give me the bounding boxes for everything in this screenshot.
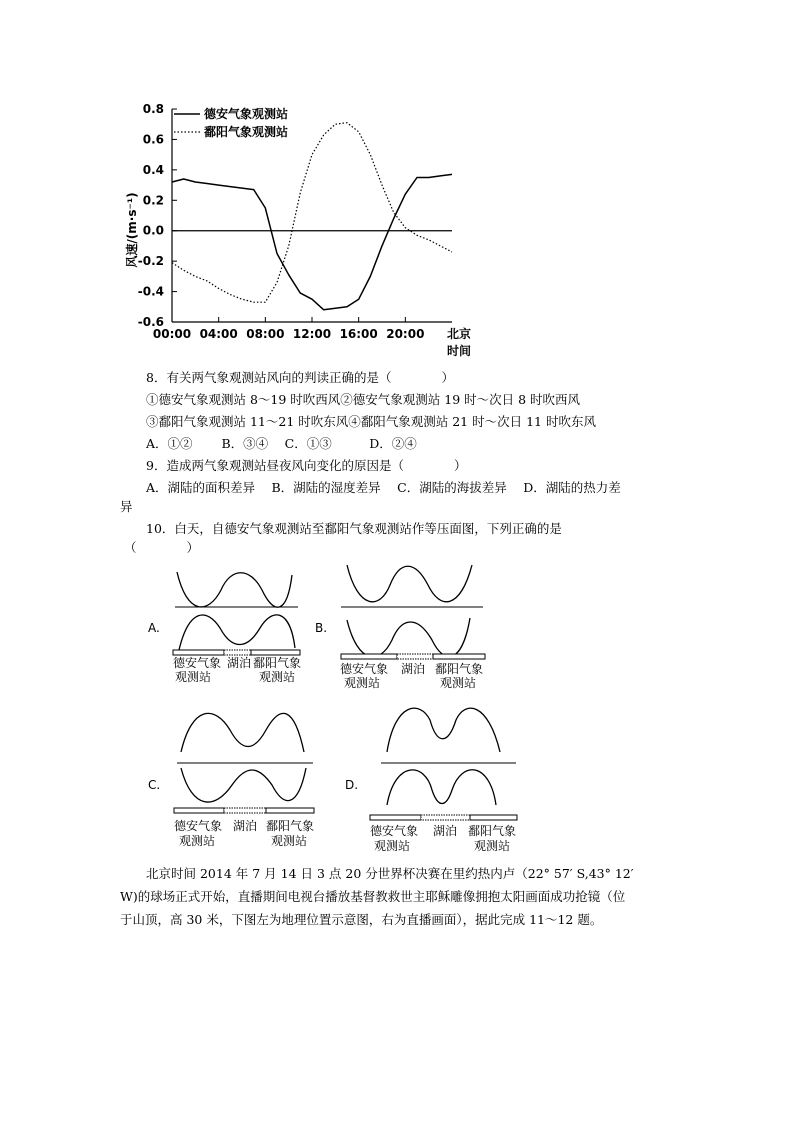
q8-stem: 8．有关两气象观测站风向的判读正确的是（ ）	[146, 370, 454, 385]
passage-line-3: 于山顶，高 30 米，下图左为地理位置示意图，右为直播画面），据此完成 11～12 题。	[120, 912, 603, 927]
chart-axes	[138, 102, 471, 358]
option-c-upper-curve	[181, 713, 304, 752]
option-a-label-dean-1: 德安气象	[173, 656, 222, 670]
option-b-letter: B.	[315, 621, 328, 635]
series-line-dean	[172, 174, 452, 309]
option-d-upper-curve	[387, 708, 500, 752]
q9-stem: 9．造成两气象观测站昼夜风向变化的原因是（ ）	[146, 458, 467, 473]
option-d-ground-left	[370, 815, 421, 820]
x-tick-label: 08:00	[246, 327, 285, 341]
option-d-label-dean-2: 观测站	[374, 839, 411, 853]
option-c-diagram	[174, 713, 314, 813]
option-b-upper-curve	[347, 565, 472, 602]
option-b-label-dean-1: 德安气象	[340, 662, 389, 676]
option-b-lake	[397, 654, 433, 659]
x-axis-end-label-1: 北京	[446, 327, 472, 341]
option-c-ground-right	[266, 808, 314, 813]
y-tick-label: 0.6	[142, 132, 164, 147]
q10-stem: 10．白天，自德安气象观测站至鄱阳气象观测站作等压面图，下列正确的是	[146, 521, 562, 536]
y-tick-label: 0.2	[142, 193, 164, 208]
option-d-label-poyang-2: 观测站	[474, 839, 511, 853]
option-c-label-dean-2: 观测站	[179, 834, 216, 848]
q9-choices-wrap: 异	[120, 499, 133, 514]
q8-choices: A．①② B．③④ C．①③ D．②④	[146, 436, 417, 451]
option-d-lake	[421, 815, 470, 820]
option-c-lower-curve	[181, 768, 306, 802]
option-b-label-lake: 湖泊	[401, 662, 426, 676]
option-c-lake	[224, 808, 266, 813]
y-axis-label: 风速/(m·s⁻¹)	[125, 192, 139, 268]
option-c-label-lake: 湖泊	[233, 819, 258, 833]
option-b-label-poyang-2: 观测站	[440, 676, 477, 690]
option-a-lower-curve	[179, 615, 295, 650]
option-c-label-poyang-2: 观测站	[271, 834, 308, 848]
y-tick-label: 0.8	[142, 102, 164, 116]
option-b-ground-right	[433, 654, 485, 659]
series-line-poyang	[172, 123, 452, 303]
legend-label-dean: 德安气象观测站	[204, 107, 289, 121]
option-a-label-lake: 湖泊	[227, 656, 252, 670]
option-b-label-dean-2: 观测站	[344, 676, 381, 690]
option-c-label-poyang-1: 鄱阳气象	[266, 819, 315, 833]
option-c-letter: C.	[148, 778, 161, 792]
chart-legend	[174, 106, 288, 139]
option-b-ground-left	[341, 654, 397, 659]
q10-answer-paren: （ ）	[124, 540, 200, 555]
y-tick-label: -0.6	[137, 315, 164, 329]
option-a-label-poyang-1: 鄱阳气象	[253, 656, 302, 670]
option-d-label-poyang-1: 鄱阳气象	[468, 824, 517, 838]
option-b-diagram	[341, 565, 485, 659]
option-d-label-dean-1: 德安气象	[370, 824, 419, 838]
passage-line-1: 北京时间 2014 年 7 月 14 日 3 点 20 分世界杯决赛在里约热内卢（22° 57′ S,43° 12′	[146, 866, 634, 881]
x-tick-label: 20:00	[386, 327, 425, 341]
option-a-diagram	[173, 572, 300, 655]
legend-label-poyang: 鄱阳气象观测站	[204, 125, 289, 139]
y-tick-label: 0.4	[142, 162, 164, 177]
x-tick-label: 16:00	[339, 327, 378, 341]
option-d-lower-curve	[387, 770, 496, 805]
option-a-label-dean-2: 观测站	[175, 670, 212, 684]
x-tick-label: 04:00	[199, 327, 238, 341]
option-a-label-poyang-2: 观测站	[259, 670, 296, 684]
q9-choices: A．湖陆的面积差异 B．湖陆的湿度差异 C．湖陆的海拔差异 D．湖陆的热力差	[146, 480, 621, 495]
wind-speed-chart	[0, 0, 794, 380]
option-c-label-dean-1: 德安气象	[174, 819, 223, 833]
option-b-lower-curve	[347, 618, 470, 657]
y-tick-label: 0.0	[142, 223, 164, 238]
q8-options-line2: ③鄱阳气象观测站 11～21 时吹东风④鄱阳气象观测站 21 时～次日 11 时吹东风	[146, 414, 596, 429]
option-d-label-lake: 湖泊	[433, 824, 458, 838]
x-axis-end-label-2: 时间	[446, 344, 472, 358]
x-tick-label: 00:00	[152, 327, 192, 341]
option-d-ground-right	[470, 815, 517, 820]
option-a-letter: A.	[148, 621, 160, 635]
option-a-upper-curve	[177, 572, 292, 607]
chart-series	[172, 123, 452, 310]
option-d-letter: D.	[345, 778, 359, 792]
y-tick-label: -0.2	[137, 254, 164, 269]
x-tick-label: 12:00	[292, 327, 332, 341]
option-c-ground-left	[174, 808, 224, 813]
y-tick-label: -0.4	[137, 284, 164, 299]
option-b-label-poyang-1: 鄱阳气象	[435, 662, 484, 676]
option-d-diagram	[370, 708, 517, 820]
passage-line-2: W)的球场正式开始，直播期间电视台播放基督教救世主耶稣雕像拥抱太阳画面成功抢镜（位	[120, 889, 626, 904]
q8-options-line1: ①德安气象观测站 8～19 时吹西风②德安气象观测站 19 时～次日 8 时吹西风	[146, 392, 581, 407]
